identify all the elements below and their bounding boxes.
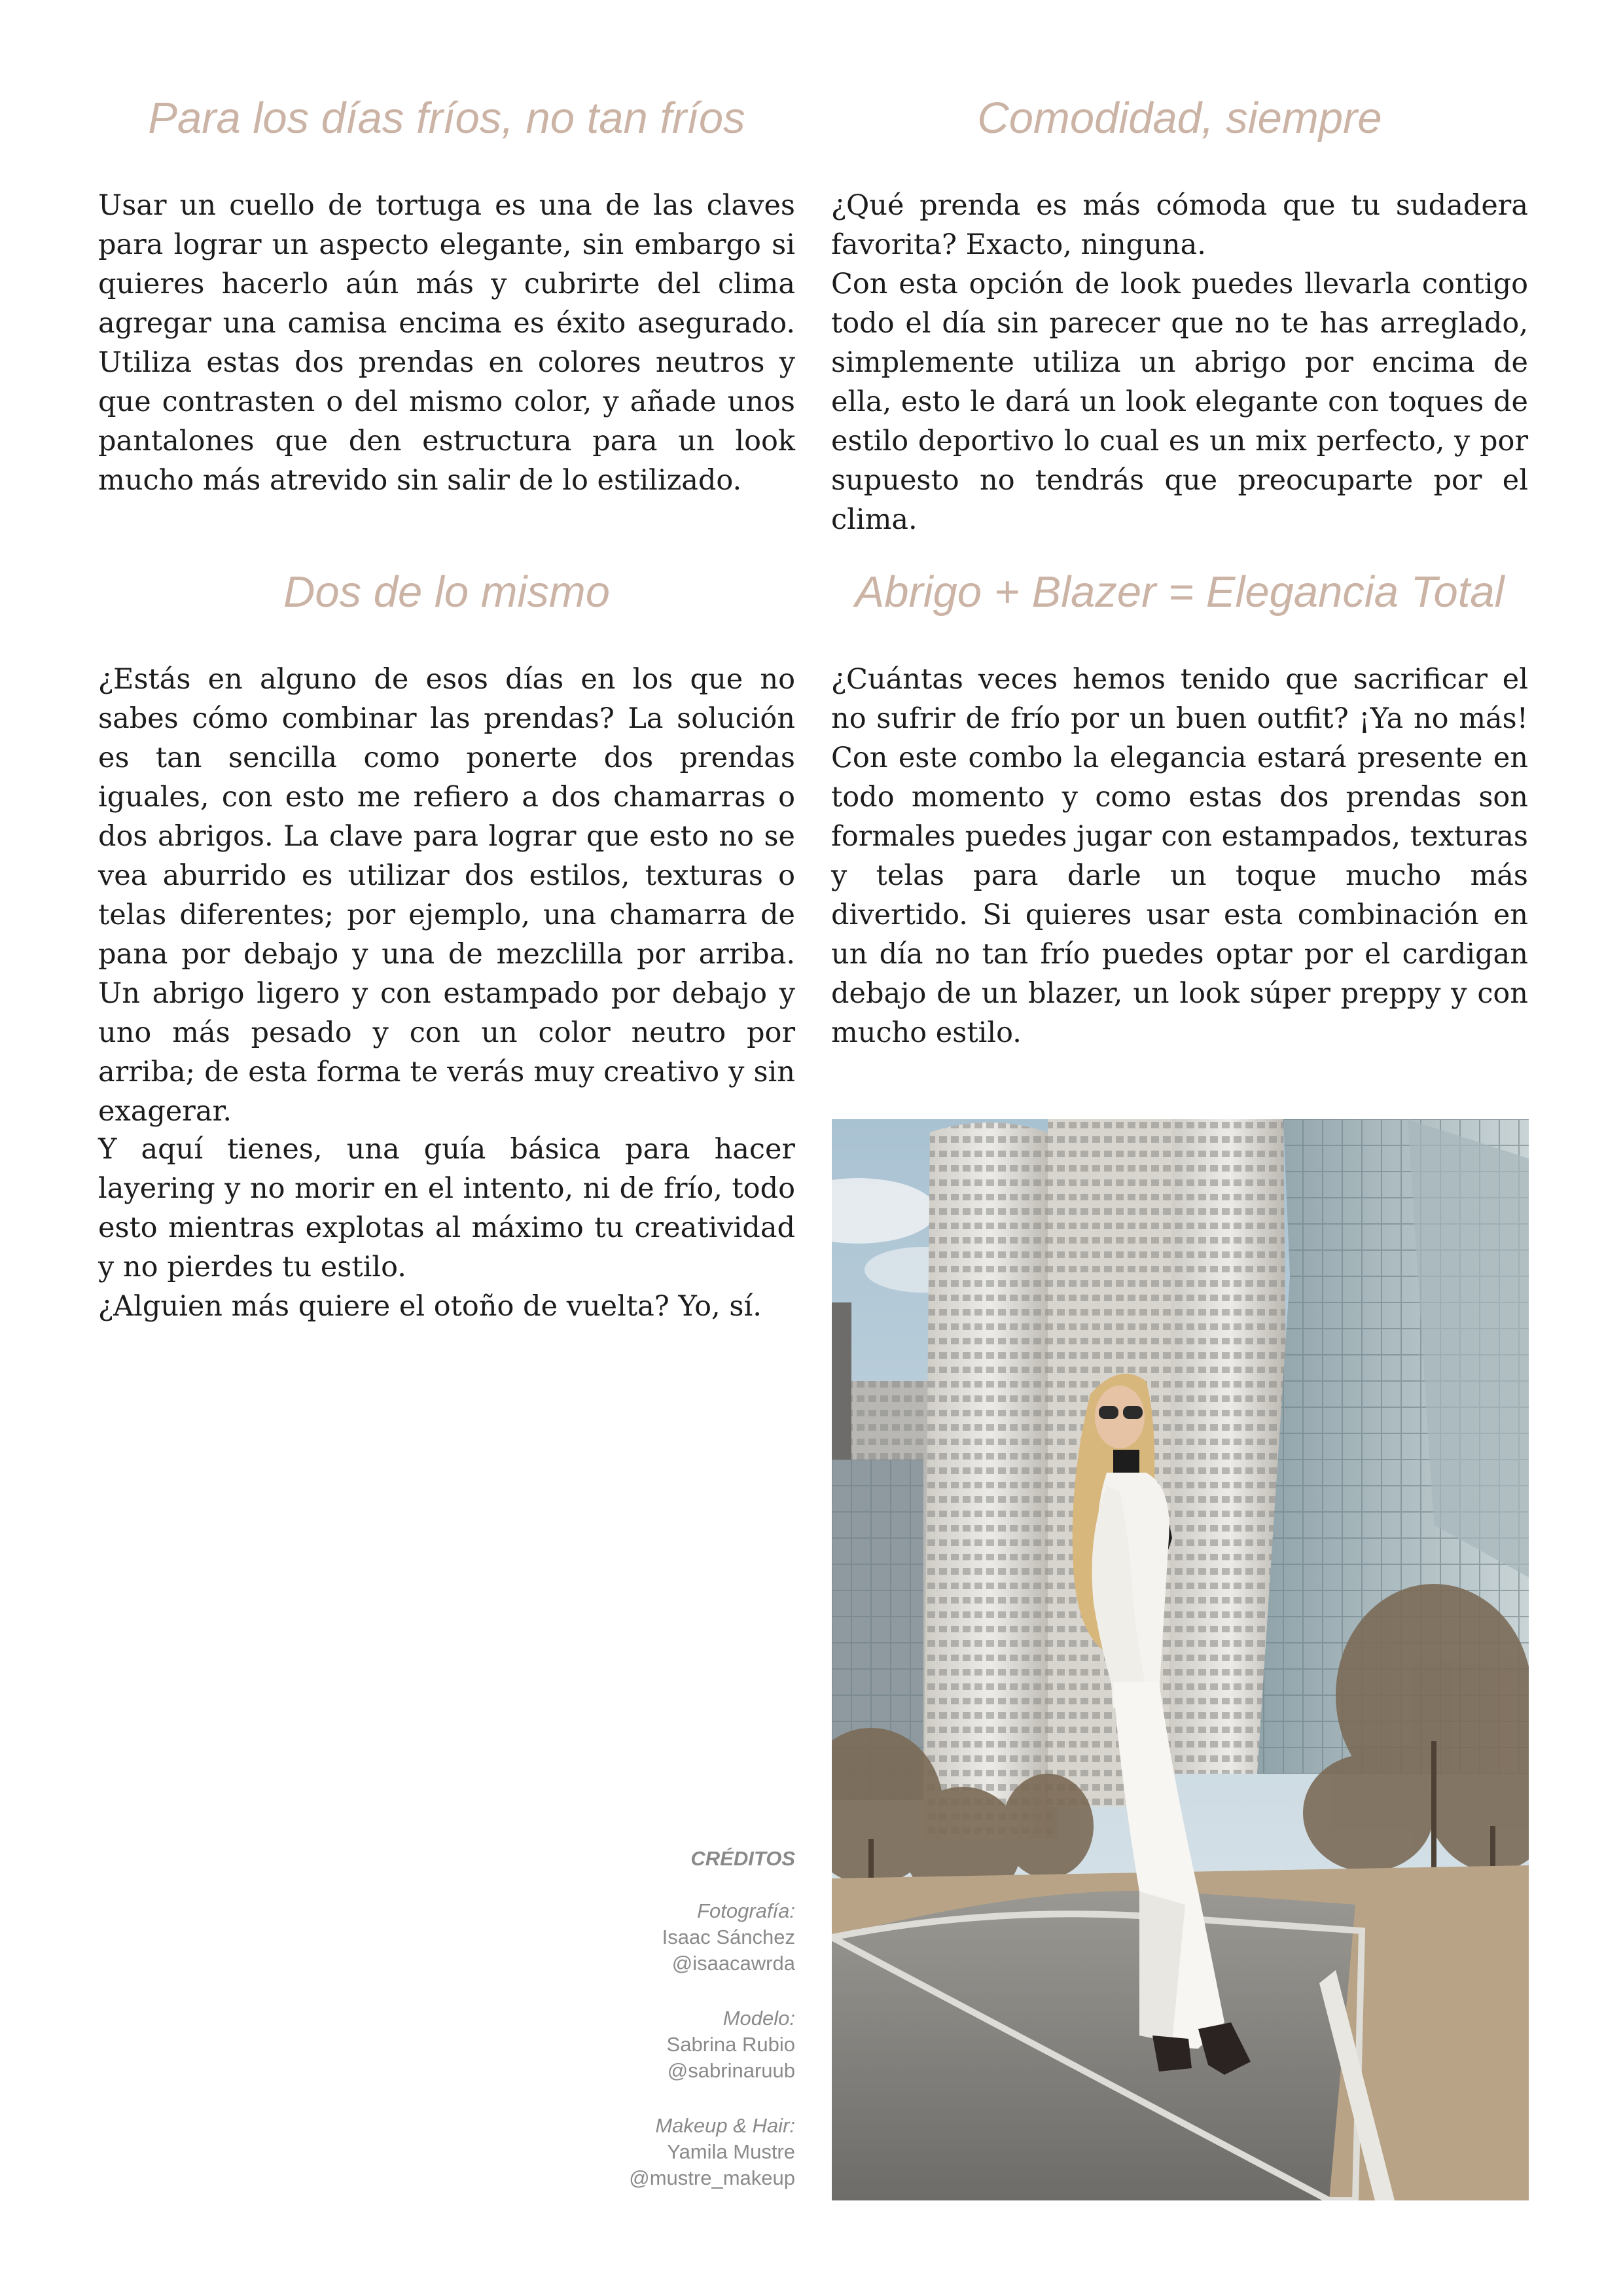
credit-name: Sabrina Rubio <box>666 2033 795 2056</box>
fashion-photo <box>832 1119 1529 2200</box>
section-heading-dias-frios: Para los días fríos, no tan fríos <box>148 94 745 143</box>
credit-name: Isaac Sánchez <box>662 1926 795 1948</box>
paragraph: Con esta opción de look puedes llevarla contigo todo el día sin parecer que no te has arreglado, simplemente utiliza un abrigo por encima de ella, esto le dará un look elegante con toques de estilo deportivo lo cual es un mix perfecto, y por supuesto no tendrás que preocuparte por el clima. <box>831 268 1528 536</box>
section-body-dos-de-lo-mismo <box>98 660 795 1131</box>
closing-text <box>98 1130 795 1326</box>
credit-name: Yamila Mustre <box>667 2140 795 2163</box>
paragraph: ¿Qué prenda es más cómoda que tu sudadera favorita? Exacto, ninguna. <box>831 189 1528 261</box>
section-body-dias-frios <box>98 186 795 500</box>
credit-photography <box>458 1898 795 1977</box>
credits-title: CRÉDITOS <box>690 1847 795 1870</box>
section-heading-abrigo-blazer: Abrigo + Blazer = Elegancia Total <box>855 567 1505 617</box>
section-body-abrigo-blazer <box>831 660 1528 1052</box>
paragraph: ¿Estás en alguno de esos días en los que no sabes cómo combinar las prendas? La solución es tan sencilla como ponerte dos prendas iguales, con esto me refiero a dos chamarras o dos abrigos. La clave para lograr que esto no se vea aburrido es utilizar dos estilos, texturas o telas diferentes; por ejemplo, una chamarra de pana por debajo y una de mezclilla por arriba. Un abrigo ligero y con estampado por debajo y uno más pesado y con un color neutro por arriba; de esta forma te verás muy creativo y sin exagerar. <box>98 663 795 1128</box>
credit-makeup-hair <box>458 2113 795 2191</box>
credit-role: Fotografía: <box>697 1899 795 1922</box>
paragraph: ¿Alguien más quiere el otoño de vuelta? Yo, sí. <box>98 1290 762 1323</box>
fashion-photo-illustration <box>832 1119 1529 2200</box>
section-body-comodidad <box>831 186 1528 539</box>
credit-role: Makeup & Hair: <box>655 2114 795 2137</box>
credit-model <box>458 2005 795 2084</box>
paragraph: Y aquí tienes, una guía básica para hacer layering y no morir en el intento, ni de frío, todo esto mientras explotas al máximo tu creatividad y no pierdes tu estilo. <box>98 1133 795 1283</box>
credit-handle: @mustre_makeup <box>629 2166 795 2189</box>
paragraph: ¿Cuántas veces hemos tenido que sacrificar el no sufrir de frío por un buen outfit? ¡Ya no más! Con este combo la elegancia estará presente en todo momento y como estas dos prendas son formales puedes jugar con estampados, texturas y telas para darle un toque mucho más divertido. Si quieres usar esta combinación en un día no tan frío puedes optar por el cardigan debajo de un blazer, un look súper preppy y con mucho estilo. <box>831 663 1528 1049</box>
credits-block <box>458 1846 795 2220</box>
credit-role: Modelo: <box>722 2007 795 2030</box>
paragraph: Usar un cuello de tortuga es una de las claves para lograr un aspecto elegante, sin embargo si quieres hacerlo aún más y cubrirte del clima agregar una camisa encima es éxito asegurado. Utiliza estas dos prendas en colores neutros y que contrasten o del mismo color, y añade unos pantalones que den estructura para un look mucho más atrevido sin salir de lo estilizado. <box>98 189 795 497</box>
credit-handle: @sabrinaruub <box>667 2059 795 2082</box>
credit-handle: @isaacawrda <box>671 1952 795 1975</box>
section-heading-comodidad: Comodidad, siempre <box>977 94 1382 143</box>
section-heading-dos-de-lo-mismo: Dos de lo mismo <box>283 567 610 617</box>
